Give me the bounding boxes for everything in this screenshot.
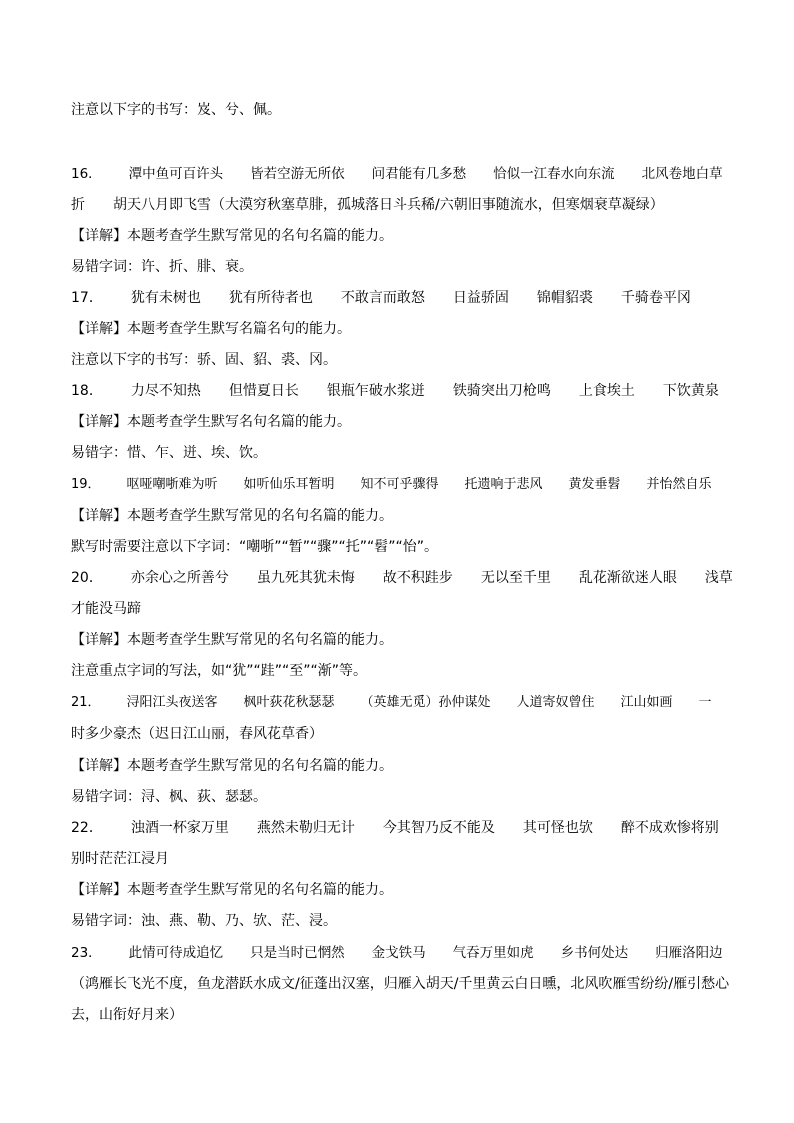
explanation-line: 【详解】本题考查学生默写常见的名句名篇的能力。 [71, 758, 393, 774]
text-line: 默写时需要注意以下字词：“嘲哳”“暂”“骤”“托”“髫”“怡”。 [71, 539, 439, 555]
answer-19-line: 19． 呕哑嘲哳难为听 如听仙乐耳暂明 知不可乎骤得 托遗响于悲风 黄发垂髫 并怡然自乐 [71, 477, 712, 492]
text-line: 易错字：惜、乍、迸、埃、饮。 [71, 445, 267, 461]
text-line: 时多少豪杰（迟日江山丽，春风花草香） [71, 726, 323, 742]
answer-20-line: 20． 亦余心之所善兮 虽九死其犹未悔 故不积跬步 无以至千里 乱花渐欲迷人眼 浅草 [71, 570, 733, 586]
explanation-line: 【详解】本题考查学生默写名篇名句的能力。 [71, 321, 351, 337]
text-line: 易错字词：浔、枫、荻、瑟瑟。 [71, 789, 267, 805]
text-line: 注意重点字词的写法，如“犹”“跬”“至”“渐”等。 [71, 663, 368, 679]
text-line: 易错字词：浊、燕、勒、乃、欤、茫、浸。 [71, 913, 337, 929]
answer-22-line: 22． 浊酒一杯家万里 燕然未勒归无计 今其智乃反不能及 其可怪也欤 醉不成欢惨将别 [71, 820, 719, 836]
explanation-line: 【详解】本题考查学生默写常见的名句名篇的能力。 [71, 632, 393, 648]
text-line: 易错字词：许、折、腓、衰。 [71, 259, 253, 275]
text-line: 注意以下字的书写：骄、固、貂、裘、冈。 [71, 352, 337, 368]
answer-17-line: 17． 犹有未树也 犹有所待者也 不敢言而敢怒 日益骄固 锦帽貂裘 千骑卷平冈 [71, 290, 691, 306]
explanation-line: 【详解】本题考查学生默写常见的名句名篇的能力。 [71, 508, 393, 524]
text-line: 注意以下字的书写：岌、兮、佩。 [71, 102, 281, 118]
explanation-line: 【详解】本题考查学生默写常见的名句名篇的能力。 [71, 882, 393, 898]
text-line: （鸿雁长飞光不度，鱼龙潜跃水成文/征蓬出汉塞，归雁入胡天/千里黄云白日曛，北风吹雁雪纷纷/雁引愁心 [71, 976, 730, 992]
text-line: 去，山衔好月来） [71, 1007, 183, 1023]
answer-23-line: 23． 此情可待成追忆 只是当时已惘然 金戈铁马 气吞万里如虎 乡书何处达 归雁洛阳边 [71, 945, 723, 961]
explanation-line: 【详解】本题考查学生默写名句名篇的能力。 [71, 414, 351, 430]
text-line: 别时茫茫江浸月 [71, 851, 169, 867]
answer-16-line: 16． 潭中鱼可百许头 皆若空游无所依 问君能有几多愁 恰似一江春水向东流 北风卷地白草 [71, 166, 723, 182]
explanation-line: 【详解】本题考查学生默写常见的名句名篇的能力。 [71, 228, 393, 244]
answer-18-line: 18． 力尽不知热 但惜夏日长 银瓶乍破水浆迸 铁骑突出刀枪鸣 上食埃土 下饮黄泉 [71, 383, 719, 399]
text-line: 才能没马蹄 [71, 601, 141, 617]
text-line: 折 胡天八月即飞雪（大漠穷秋塞草腓，孤城落日斗兵稀/六朝旧事随流水，但寒烟衰草凝绿） [71, 197, 664, 213]
answer-21-line: 21． 浔阳江头夜送客 枫叶荻花秋瑟瑟 （英雄无觅）孙仲谋处 人道寄奴曾住 江山如画 一 [71, 695, 712, 710]
